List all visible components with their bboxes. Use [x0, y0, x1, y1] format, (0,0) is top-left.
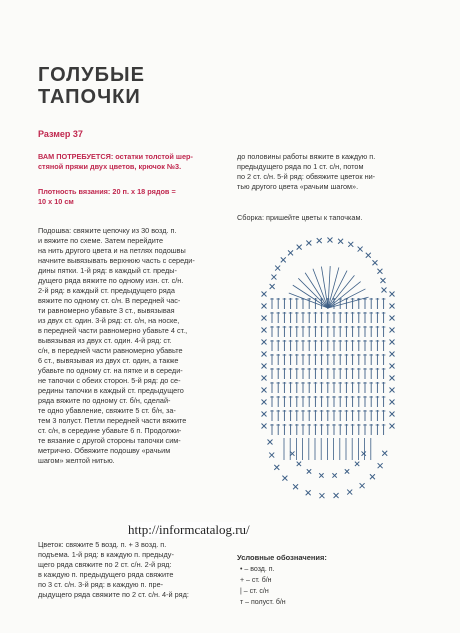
text-line: те одно убавление, свяжите 5 ст. б/н, за- [38, 406, 176, 415]
chart-stitch-sc [262, 328, 267, 333]
text-line: вывязывая из двух ст. один. 4-й ряд: ст. [38, 336, 172, 345]
text-line: начните вывязывать верхнюю часть с середи- [38, 256, 195, 265]
chart-stitch-sc [390, 400, 395, 405]
chart-stitch-sc [380, 278, 385, 283]
chart-stitch-sc [269, 453, 274, 458]
text-line: Сборка: пришейте цветы к тапочкам. [237, 213, 363, 222]
text-line: тью другого цвета «рачьим шагом». [237, 182, 359, 191]
chart-stitch-sc [270, 284, 275, 289]
legend-title: Условные обозначения: [237, 553, 327, 562]
chart-stitch-sc [390, 292, 395, 297]
text-line: Плотность вязания: 20 п. х 18 рядов = [38, 187, 176, 196]
chart-stitch-sc [317, 238, 322, 243]
text-line: не тапочки с обеих сторон. 5-й ряд: до се- [38, 376, 181, 385]
text-line: 2-й ряд: в каждый ст. предыдущего ряда [38, 286, 175, 295]
chart-stitch-sc [262, 376, 267, 381]
chart-stitch-sc [390, 316, 395, 321]
text-line: по 3 ст. с/н. 3-й ряд: в каждую п. пре- [38, 580, 164, 589]
text-line: 6 ст., вывязывая из двух ст. один, а также [38, 356, 179, 365]
chart-stitch-sc [334, 493, 339, 498]
chart-stitch-sc [390, 304, 395, 309]
text-line: с/н, в передней части равномерно убавьте [38, 346, 183, 355]
text-line: до половины работы вяжите в каждую п. [237, 152, 376, 161]
size-label: Размер 37 [38, 129, 83, 139]
chart-stitch-sc [271, 275, 276, 280]
chart-stitch-sc [262, 412, 267, 417]
legend-item: • – возд. п. [240, 566, 275, 573]
chart-stitch-sc [290, 451, 294, 455]
text-line: предыдущего ряда по 1 ст. с/н, потом [237, 162, 364, 171]
text-line: дущего ряда вяжите по одному изн. ст. с/н. [38, 276, 184, 285]
chart-stitch-sc [355, 462, 359, 466]
text-line: щего ряда свяжите по 2 ст. с/н. 2-й ряд: [38, 560, 172, 569]
text-line: и вяжите по схеме. Затем перейдите [38, 236, 164, 245]
crochet-chart-diagram [258, 228, 398, 518]
chart-stitch-sc [262, 400, 267, 405]
flower-instructions-continued [237, 152, 375, 192]
chart-stitch-sc [297, 245, 302, 250]
chart-stitch-sc [319, 473, 323, 477]
chart-stitch-sc [262, 352, 267, 357]
chart-stitch-sc [378, 463, 383, 468]
chart-stitch-sc [390, 424, 395, 429]
chart-stitch-sc [288, 250, 293, 255]
chart-stitch-sc [382, 288, 387, 293]
text-line: метрично. Обвяжите подошву «рачьим [38, 446, 171, 455]
title-line-2: ТАПОЧКИ [38, 86, 141, 108]
chart-stitch-sc [382, 451, 387, 456]
chart-stitch-sc [306, 490, 311, 495]
text-line: из двух ст. один. 3-й ряд: ст. с/н, на носке, [38, 316, 180, 325]
text-line: Подошва: свяжите цепочку из 30 возд. п. [38, 226, 177, 235]
text-line: по 2 ст. с/н. 5-й ряд: обвяжите цветок ни- [237, 172, 376, 181]
legend-item: | – ст. с/н [240, 588, 269, 595]
chart-stitch-sc [370, 474, 375, 479]
gauge-block [38, 187, 176, 207]
text-line: в каждую п. предыдущего ряда свяжите [38, 570, 174, 579]
chart-stitch-sc [366, 253, 371, 258]
chart-stitch-sc [307, 469, 311, 473]
chart-stitch-sc [262, 388, 267, 393]
text-line: шагом» желтой нитью. [38, 456, 115, 465]
text-line: дыдущего ряда свяжите по 2 ст. с/н. 4-й ряд: [38, 590, 189, 599]
chart-stitch-sc [377, 269, 382, 274]
text-line: ти равномерно убавьте 3 ст., вывязывая [38, 306, 175, 315]
legend-item: т – полуст. б/н [240, 599, 286, 606]
chart-stitch-sc [348, 242, 353, 247]
chart-stitch-sc [262, 424, 267, 429]
assembly-instructions [237, 213, 363, 223]
chart-stitch-sc [262, 304, 267, 309]
text-line: тем 3 полуст. Петли передней части вяжите [38, 416, 187, 425]
chart-stitch-sc [268, 440, 273, 445]
text-line: ряда вяжите по одному ст. б/н, сделай- [38, 396, 171, 405]
chart-stitch-sc [262, 292, 267, 297]
chart-stitch-sc [282, 476, 287, 481]
text-line: 10 х 10 см [38, 197, 74, 206]
chart-stitch-sc [327, 238, 332, 243]
flower-instructions [38, 540, 189, 600]
text-line: редины тапочки в каждый ст. предыдущего [38, 386, 184, 395]
text-line: стяной пряжи двух цветов, крючок №3. [38, 162, 182, 171]
chart-stitch-sc [345, 469, 349, 473]
chart-stitch-sc [306, 241, 311, 246]
chart-stitch-sc [338, 239, 343, 244]
text-line: дины пятки. 1-й ряд: в каждый ст. преды- [38, 266, 177, 275]
text-line: вяжите по одному ст. с/н. В передней час- [38, 296, 181, 305]
text-line: ст. с/н, в середине убавьте 6 п. Продолжи- [38, 426, 182, 435]
chart-stitch-sc [347, 490, 352, 495]
chart-stitch-sc [293, 484, 298, 489]
chart-stitch-sc [281, 257, 286, 262]
text-line: в передней части равномерно убавьте 4 ст., [38, 326, 188, 335]
chart-stitch-sc [390, 388, 395, 393]
chart-stitch-sc [358, 247, 363, 252]
chart-stitch-sc [362, 451, 366, 455]
text-line: на нить другого цвета и на петлях подошвы [38, 246, 186, 255]
sole-instructions [38, 226, 195, 466]
chart-stitch-sc [332, 473, 336, 477]
text-line: Цветок: свяжите 5 возд. п. + 3 возд. п. [38, 540, 167, 549]
watermark-url: http://informcatalog.ru/ [128, 522, 250, 537]
chart-stitch-sc [390, 364, 395, 369]
chart-stitch-sc [275, 266, 280, 271]
chart-stitch-sc [360, 483, 365, 488]
chart-stitch-dc [328, 271, 347, 308]
chart-stitch-sc [390, 328, 395, 333]
chart-stitch-sc [372, 260, 377, 265]
chart-stitch-sc [319, 493, 324, 498]
text-line: те вязание с другой стороны тапочки сим- [38, 436, 181, 445]
chart-stitch-sc [390, 340, 395, 345]
chart-stitch-dc [321, 267, 328, 308]
text-line: ВАМ ПОТРЕБУЕТСЯ: остатки толстой шер- [38, 152, 193, 161]
chart-stitch-sc [262, 364, 267, 369]
text-line: убавьте по одному ст. на пятке и в середи- [38, 366, 183, 375]
text-line: подъема. 1-й ряд: в каждую п. предыду- [38, 550, 174, 559]
chart-stitch-sc [390, 352, 395, 357]
chart-stitch-sc [390, 376, 395, 381]
title-line-1: ГОЛУБЫЕ [38, 64, 145, 86]
legend-item: + – ст. б/н [240, 577, 272, 584]
chart-stitch-sc [262, 340, 267, 345]
chart-stitch-sc [390, 412, 395, 417]
materials-block [38, 152, 193, 172]
chart-stitch-sc [262, 316, 267, 321]
article-title [38, 64, 145, 108]
chart-stitch-sc [274, 465, 279, 470]
chart-stitch-sc [297, 462, 301, 466]
